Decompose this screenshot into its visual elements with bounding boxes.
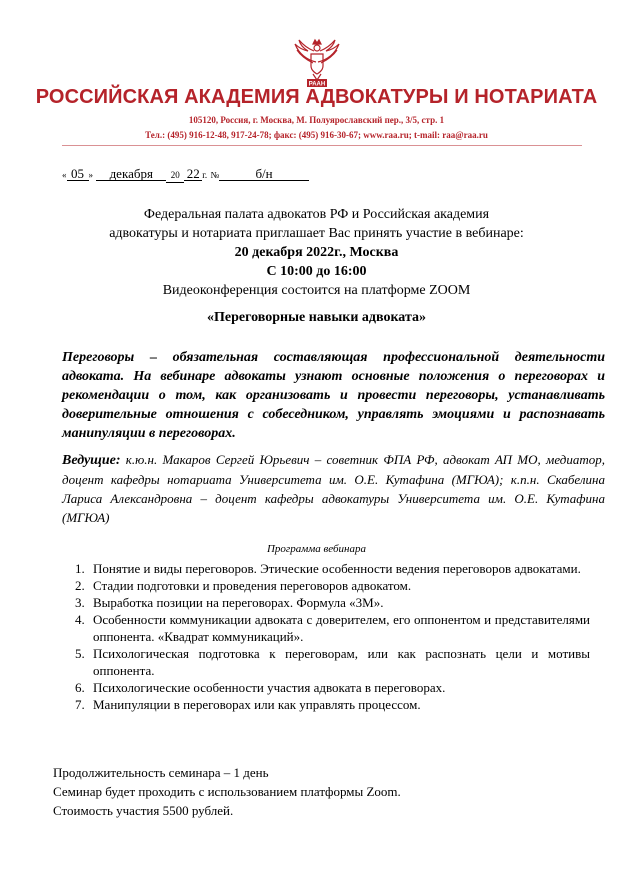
seminar-platform: Семинар будет проходить с использованием платформы Zoom.: [53, 784, 401, 799]
list-item-number: 7.: [75, 697, 85, 712]
list-item: [75, 594, 590, 611]
organization-contacts: Тел.: (495) 916-12-48, 917-24-78; факс: (495) 916-30-67; www.raa.ru; t-mail: raa@raa.ru: [145, 130, 488, 140]
list-item-number: 5.: [75, 646, 85, 661]
seminar-price: Стоимость участия 5500 рублей.: [53, 803, 234, 818]
list-item-text: Выработка позиции на переговорах. Формула «3М».: [93, 595, 384, 610]
ref-month: декабря: [96, 167, 166, 181]
list-item-number: 2.: [75, 578, 85, 593]
presenters-label: Ведущие:: [62, 453, 121, 468]
webinar-platform: Видеоконференция состоится на платформе ZOOM: [162, 283, 471, 298]
intro-paragraph: Переговоры – обязательная составляющая профессиональной деятельности адвоката. На вебинаре адвокаты узнают основные положения о переговорах и рекомендации о том, как организовать и провести переговоры, устанавливать доверительные отношения с собеседником, управлять эмоциями и распознавать манипуляции в переговорах.: [62, 350, 605, 441]
list-item-text: Стадии подготовки и проведения переговоров адвокатом.: [93, 578, 412, 593]
ref-quote-close: »: [88, 170, 93, 180]
invitation-block: [40, 205, 593, 300]
organization-address: 105120, Россия, г. Москва, М. Полуярославский пер., 3/5, стр. 1: [188, 115, 445, 125]
ref-number: б/н: [219, 167, 309, 181]
list-item-text: Психологические особенности участия адвоката в переговорах.: [93, 680, 446, 695]
list-item: [75, 611, 590, 645]
program-title: Программа вебинара: [266, 543, 367, 555]
seminar-details: [53, 763, 593, 820]
list-item-number: 4.: [75, 612, 85, 627]
list-item: [75, 679, 590, 696]
presenters-paragraph: [62, 450, 605, 527]
ref-year-suffix: 22: [184, 167, 202, 181]
webinar-date: 20 декабря 2022г., Москва: [234, 245, 399, 260]
list-item-number: 1.: [75, 561, 85, 576]
list-item-text: Особенности коммуникации адвоката с доверителем, его оппонентом и представителями оппонента. «Квадрат коммуникаций».: [93, 612, 590, 644]
letterhead-divider: [62, 145, 582, 146]
presenters-text: к.ю.н. Макаров Сергей Юрьевич – советник ФПА РФ, адвокат АП МО, медиатор, доцент кафедры нотариата Университета им. О.Е. Кутафина (МГЮА); к.п.н. Скабелина Лариса Александровна – доцент кафедры адвокатуры Университета им. О.Е. Кутафина (МГЮА): [62, 452, 605, 525]
raan-eagle-emblem-icon: [289, 36, 345, 90]
ref-number-sign: №: [210, 170, 220, 180]
list-item-text: Понятие и виды переговоров. Этические особенности ведения переговоров адвокатами.: [93, 561, 581, 576]
ref-year-prefix: 20: [166, 169, 184, 183]
list-item-text: Манипуляции в переговорах или как управлять процессом.: [93, 697, 421, 712]
list-item: [75, 696, 590, 713]
ref-year-unit: г.: [202, 170, 208, 180]
program-list: [75, 560, 590, 713]
list-item: [75, 645, 590, 679]
list-item-number: 6.: [75, 680, 85, 695]
webinar-title: «Переговорные навыки адвоката»: [206, 310, 426, 325]
ref-quote-open: «: [62, 170, 67, 180]
invitation-line-1: Федеральная палата адвокатов РФ и Российская академия: [143, 207, 490, 222]
invitation-line-2: адвокатуры и нотариата приглашает Вас принять участие в вебинаре:: [109, 226, 524, 241]
ref-day: 05: [67, 167, 89, 181]
list-item-number: 3.: [75, 595, 85, 610]
list-item: [75, 560, 590, 577]
list-item-text: Психологическая подготовка к переговорам, или как распознать цели и мотивы оппонента.: [93, 646, 590, 678]
organization-name: РОССИЙСКАЯ АКАДЕМИЯ АДВОКАТУРЫ И НОТАРИАТА: [35, 86, 598, 108]
seminar-duration: Продолжительность семинара – 1 день: [53, 765, 269, 780]
outgoing-reference: [62, 166, 309, 183]
webinar-time: С 10:00 до 16:00: [266, 264, 367, 279]
list-item: [75, 577, 590, 594]
emblem-text: РААН: [308, 81, 326, 88]
